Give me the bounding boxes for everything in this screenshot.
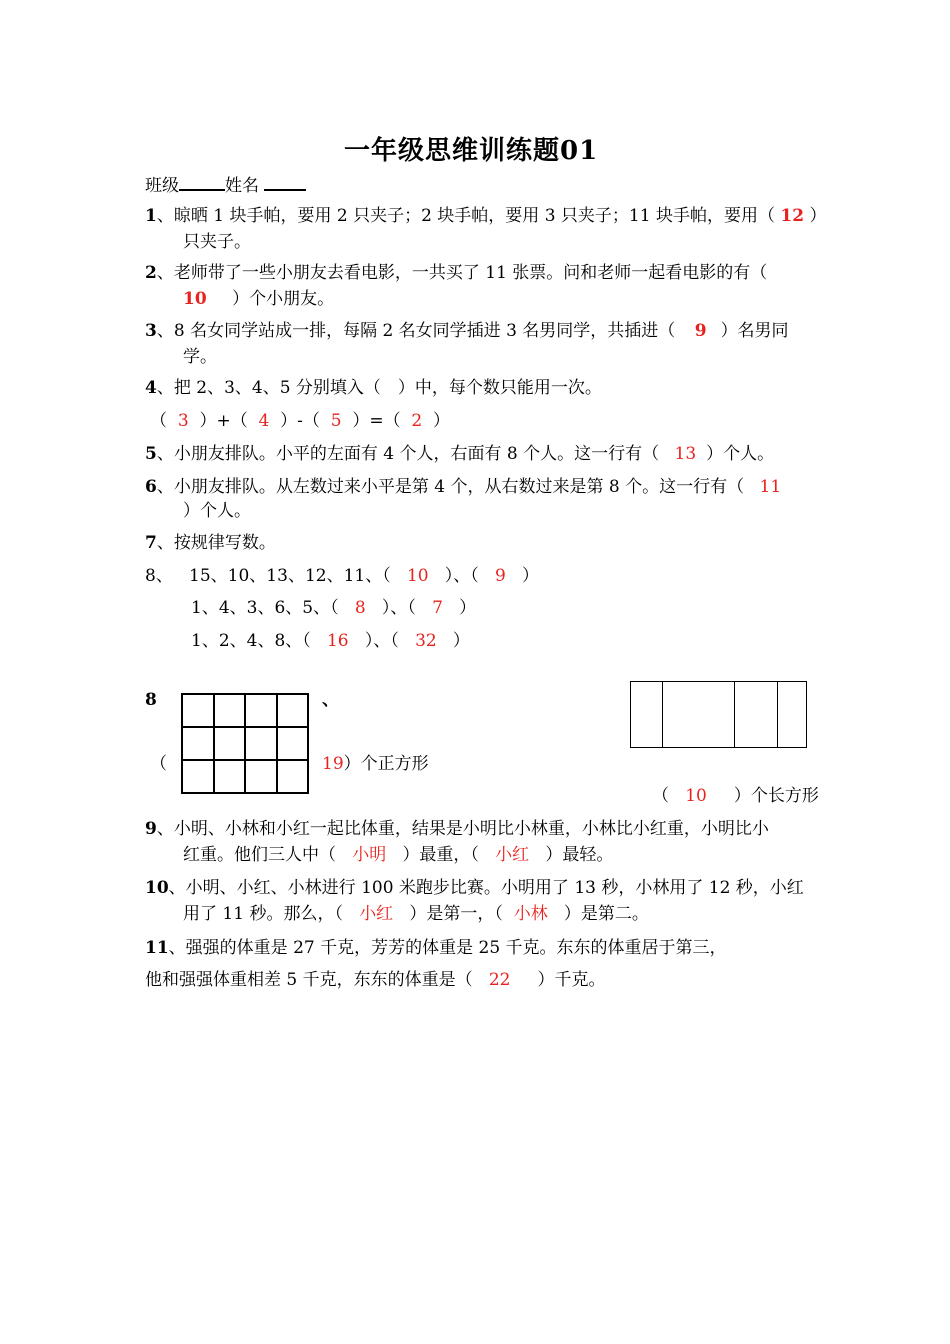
sequence-row-3: 1、2、4、8、（ 16 ）、（ 32 ） — [191, 631, 470, 651]
question-3 — [145, 318, 789, 344]
question-11-line2 — [145, 967, 606, 993]
square-grid-figure — [181, 693, 309, 794]
question-text: ）个小朋友。 — [232, 289, 335, 309]
question-text: ）是第一，（ — [409, 904, 503, 924]
question-8-number: 8 — [145, 690, 157, 710]
answer: 小红 — [495, 845, 530, 865]
sequence: 1、4、3、6、5、 — [191, 598, 331, 618]
question-2 — [145, 260, 767, 286]
answer: 5 — [330, 411, 342, 431]
question-number: 7 — [145, 533, 157, 553]
rectangles-answer-line: （ 10 ）个长方形 — [652, 786, 819, 806]
question-text: 、小明、小林和小红一起比体重，结果是小明比小林重，小林比小红重，小明比小 — [156, 819, 769, 839]
question-number: 4 — [145, 378, 157, 398]
name-label: 姓名 — [225, 176, 259, 196]
answer: 3 — [177, 411, 189, 431]
operator: - — [297, 411, 303, 431]
squares-answer-line — [322, 751, 429, 777]
answer: 16 — [326, 631, 349, 651]
question-text: ）个人。 — [706, 444, 775, 464]
question-10 — [145, 875, 804, 901]
answer: 9 — [694, 321, 707, 341]
question-text: 、把 2、3、4、5 分别填入（ ）中，每个数只能用一次。 — [156, 378, 602, 398]
bracket: ） — [809, 206, 827, 226]
sequence-row-2: 1、4、3、6、5、（ 8 ）、（ 7 ） — [191, 598, 477, 618]
answer: 22 — [488, 970, 511, 990]
question-text: ）最重，（ — [402, 845, 479, 865]
sequence: 15、10、13、12、11、 — [189, 566, 383, 586]
sequence-prefix: 8、 — [145, 566, 173, 586]
question-10-line2 — [183, 901, 649, 927]
class-blank[interactable] — [179, 171, 225, 191]
bracket-open: （ — [150, 754, 167, 774]
answer: 小红 — [359, 904, 394, 924]
name-blank[interactable] — [264, 171, 306, 191]
answer: 11 — [759, 477, 782, 497]
question-text: 、老师带了一些小朋友去看电影，一共买了 11 张票。问和老师一起看电影的有（ — [156, 263, 768, 283]
answer: 7 — [432, 598, 443, 618]
question-11 — [145, 935, 727, 961]
question-9 — [145, 816, 769, 842]
answer: 32 — [415, 631, 437, 651]
question-number: 10 — [145, 878, 169, 898]
question-text: ）千克。 — [537, 970, 606, 990]
question-number: 3 — [145, 321, 157, 341]
question-number: 9 — [145, 819, 157, 839]
question-number: 11 — [145, 938, 169, 958]
student-info — [145, 171, 306, 199]
answer: 小明 — [352, 845, 387, 865]
question-text: 、强强的体重是 27 千克，芳芳的体重是 25 千克。东东的体重居于第三， — [168, 938, 727, 958]
question-text: ）最轻。 — [545, 845, 614, 865]
question-text: 、小朋友排队。从左数过来小平是第 4 个，从右数过来是第 8 个。这一行有（ — [156, 477, 745, 497]
question-text: 、晾晒 1 块手帕，要用 2 只夹子；2 块手帕，要用 3 只夹子；11 块手帕，要用（ — [156, 206, 775, 226]
question-number: 2 — [145, 263, 157, 283]
question-text: ）个长方形 — [733, 786, 819, 806]
question-number: 1 — [145, 206, 157, 226]
answer: 13 — [674, 444, 697, 464]
question-6 — [145, 474, 781, 500]
sequence-row-1: 8、 15、10、13、12、11、（ 10 ）、（ 9 ） — [145, 566, 540, 586]
question-text: ）是第二。 — [563, 904, 649, 924]
question-4-equation: （ 3 ）+（ 4 ）-（ 5 ）=（ 2 ） — [150, 411, 451, 431]
question-text: ）个正方形 — [343, 754, 429, 774]
rectangle-figure — [630, 681, 807, 748]
answer: 4 — [258, 411, 270, 431]
question-text: 红重。他们三人中（ — [183, 845, 336, 865]
page-title: 一年级思维训练题01 — [344, 136, 599, 166]
question-text: 、8 名女同学站成一排，每隔 2 名女同学插进 3 名男同学，共插进（ — [156, 321, 676, 341]
question-1 — [145, 203, 826, 229]
answer: 12 — [780, 206, 805, 226]
question-text: 、小明、小红、小林进行 100 米跑步比赛。小明用了 13 秒，小林用了 12 秒，小红 — [168, 878, 804, 898]
question-2-line2 — [183, 286, 334, 312]
question-number: 5 — [145, 444, 157, 464]
answer: 10 — [406, 566, 429, 586]
answer: 10 — [685, 786, 707, 806]
question-4 — [145, 375, 602, 401]
question-text: 他和强强体重相差 5 千克，东东的体重是（ — [145, 970, 473, 990]
answer: 2 — [411, 411, 423, 431]
class-label: 班级 — [145, 176, 179, 196]
question-5 — [145, 441, 774, 467]
sequence: 1、2、4、8、 — [191, 631, 303, 651]
question-3-line2: 学。 — [183, 347, 217, 367]
question-text: 、小朋友排队。小平的左面有 4 个人，右面有 8 个人。这一行有（ — [156, 444, 660, 464]
operator: + — [216, 411, 231, 431]
question-number: 6 — [145, 477, 157, 497]
answer: 8 — [354, 598, 366, 618]
question-1-line2: 只夹子。 — [183, 232, 251, 252]
question-7 — [145, 530, 276, 556]
answer: 10 — [183, 289, 207, 309]
question-text: ）名男同 — [720, 321, 789, 341]
answer: 19 — [322, 754, 344, 774]
question-text: 、按规律写数。 — [156, 533, 276, 553]
question-6-line2: ）个人。 — [183, 501, 251, 521]
question-9-line2 — [183, 842, 613, 868]
operator: = — [369, 411, 384, 431]
answer: 9 — [495, 566, 506, 586]
answer: 小林 — [513, 904, 548, 924]
question-8-separator: 、 — [322, 690, 339, 710]
question-text: 用了 11 秒。那么，（ — [183, 904, 343, 924]
